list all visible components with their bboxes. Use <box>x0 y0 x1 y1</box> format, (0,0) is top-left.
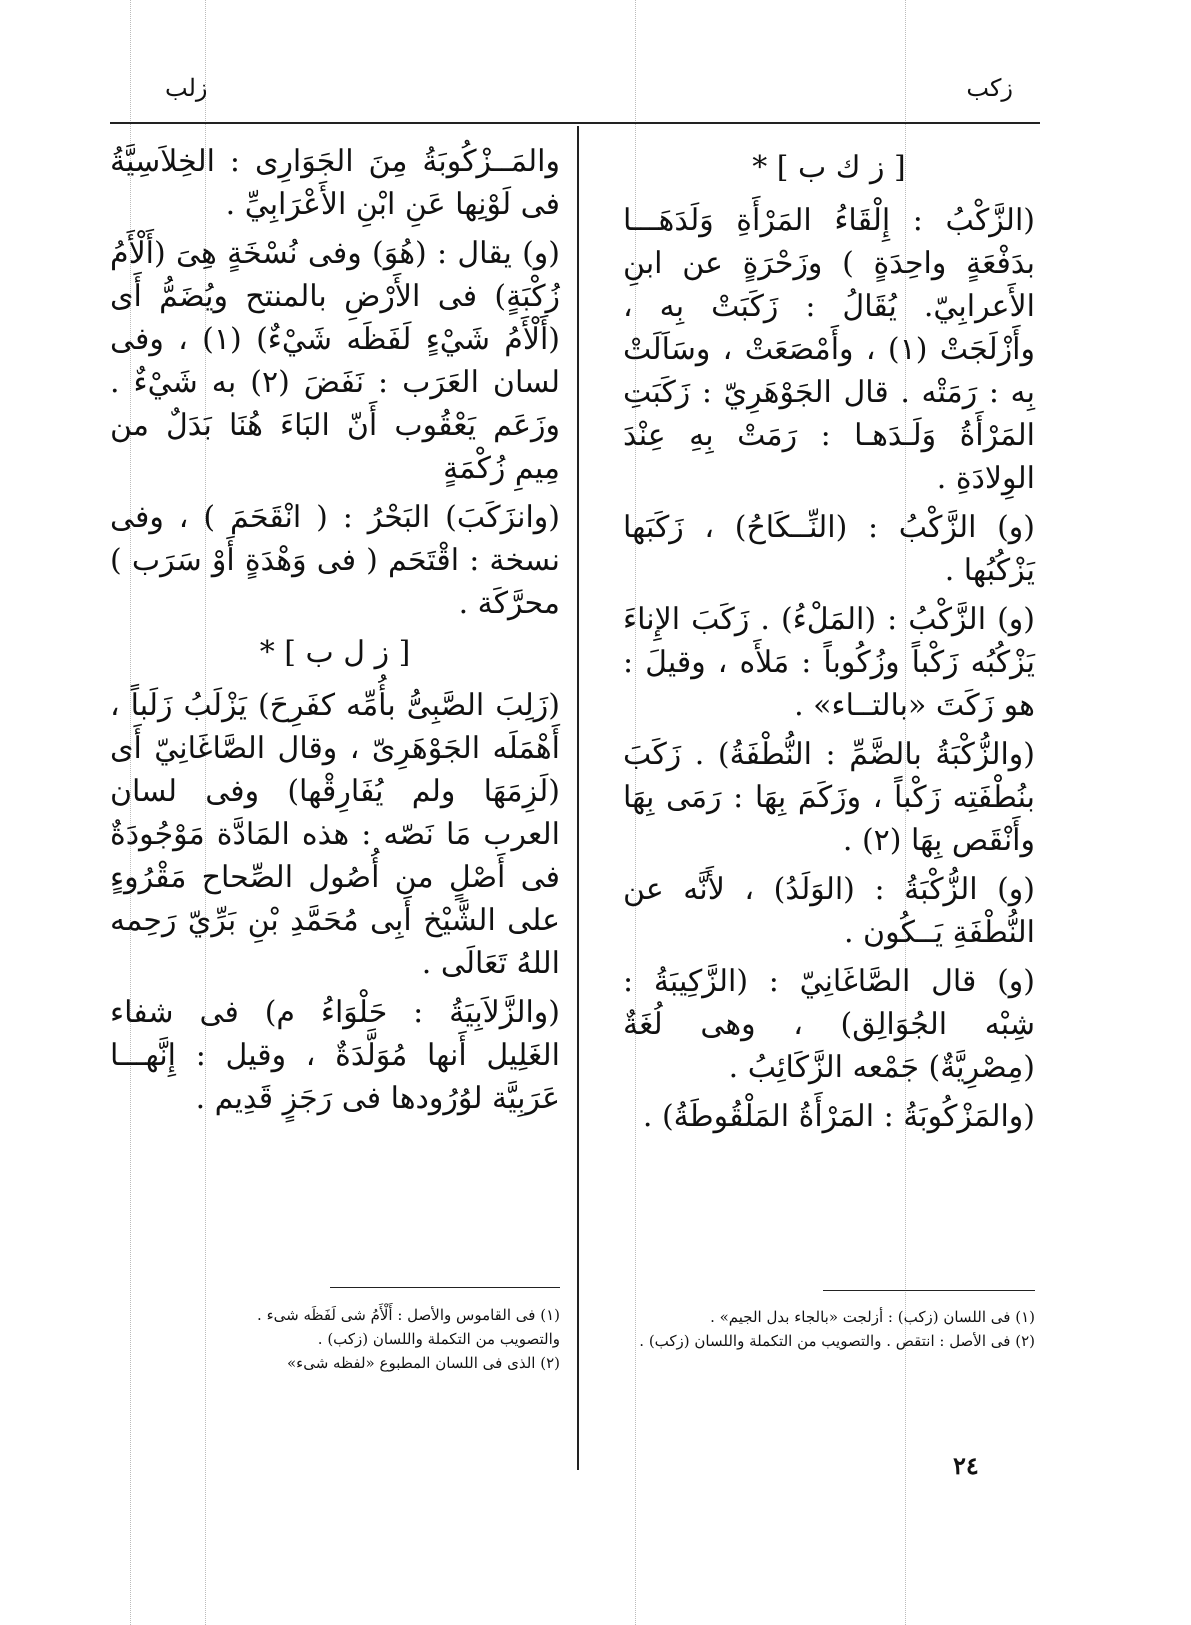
paragraph: (و) الزُّكْبَةُ : (الوَلَدُ) ، لأَنَّه عن النُّطْفَةِ يَــكُون . <box>623 872 1035 950</box>
column-divider <box>577 126 579 1470</box>
footnote: (٢) الذى فى اللسان المطبوع «لفظه شىء» <box>286 1354 560 1372</box>
footnote: (١) فى القاموس والأصل : أَلْأَمُ شى لَفَظَه شىء . <box>257 1306 560 1324</box>
paragraph: (و) الزَّكْبُ : (النِّــكَاحُ) ، زَكَبَها يَزْكُبُها . <box>623 510 1035 588</box>
running-head-right: زكب <box>966 74 1013 102</box>
footnote: والتصويب من التكملة واللسان (زكب) . <box>317 1330 560 1348</box>
paragraph: (وانزَكَبَ) البَحْرُ : ( انْقَحَمَ ) ، وفى نسخة : اقْتَحَم ( فى وَهْدَةٍ أَوْ سَرَب ) محرَّكَة . <box>110 500 560 621</box>
footnote: (٢) فى الأصل : انتقص . والتصويب من التكملة واللسان (زكب) . <box>639 1332 1035 1350</box>
paragraph: (والزَّلاَبِيَةُ : حَلْوَاءُ م) فى شفاء الغَلِيل أَنها مُوَلَّدَةٌ ، وقيل : إِنَّهـــا عَرَبِيَّة لوُرُودها فى رَجَزٍ قَدِيم . <box>110 995 560 1116</box>
running-head-left: زلب <box>165 74 208 102</box>
paragraph: والمَــزْكُوبَةُ مِنَ الجَوَارِى : الخِلاَسِيَّةُ فى لَوْنِها عَنِ ابْنِ الأَعْرَابِيِّ . <box>110 144 560 222</box>
paragraph: (والمَزْكُوبَةُ : المَرْأَةُ المَلْقُوطَةُ) . <box>642 1099 1035 1134</box>
paragraph: (و) يقال : (هُوَ) وفى نُسْخَةٍ هِىَ (أَلْأَمُ زُكْبَةٍ) فى الأَرْضِ بالمنتح ويُضَمُّ أَى (أَلْأَمُ شَيْءٍ لَفَظَه شَيْءٌ) (١) ، وفى لسان العَرَب : نَفَضَ (٢) به شَيْءٌ . وزَعَم يَعْقُوب أَنّ البَاءَ هُنَا بَدَلٌ من مِيمِ زُكْمَةٍ <box>110 236 561 486</box>
paragraph: (زَلِبَ الصَّبِىُّ بأُمِّه كفَرِحَ) يَزْلَبُ زَلَباً ، أَهْمَلَه الجَوْهَرِىّ ، وقال الصَّاغَانِيّ أَى (لَزِمَهَا ولم يُفَارِقْها) وفى لسان العرب مَا نَصّه : هذه المَادَّة مَوْجُودَةٌ فى أَصْلٍ من أُصُول الصِّحاح مَقْرُوءٍ على الشَّيْخ أَبِى مُحَمَّدِ بْنِ بَرِّيّ رَحِمه اللهُ تَعَالَى . <box>110 688 560 981</box>
left-column <box>110 140 560 1126</box>
entry-heading-zkb: [ ز ك ب ] * <box>752 150 906 185</box>
footnote: (١) فى اللسان (زكب) : أزلجت «بالجاء بدل الجيم» . <box>710 1308 1035 1326</box>
header-rule <box>110 122 1040 124</box>
footnote-rule-right <box>823 1290 1035 1291</box>
page-number: ٢٤ <box>953 1451 979 1480</box>
footnotes-left <box>110 1303 560 1375</box>
right-column <box>623 140 1035 1144</box>
paragraph: (و) الزَّكْبُ : (المَلْءُ) . زَكَبَ الإِناءَ يَزْكُبُه زَكْباً وزُكُوباً : مَلأَه ، وقيلَ : هو زَكَتَ «بالتــاء» . <box>623 602 1035 723</box>
paragraph: (الزَّكْبُ : إِلْقَاءُ المَرْأَةِ وَلَدَهَـــا بدَفْعَةٍ واحِدَةٍ ) وزَحْرَةٍ عن ابنِ الأَعرابِيّ. يُقَالُ : زَكَبَتْ بِه ، وأَزْلَجَتْ (١) ، وأَمْصَعَتْ ، وسَاَلَتْ بِه : رَمَتْه . قال الجَوْهَرِيّ : زَكَبَتِ المَرْأَةُ وَلَـدَهـا : رَمَتْ بِهِ عِنْدَ الوِلادَةِ . <box>623 203 1036 496</box>
paragraph: (و) قال الصَّاغَانِيّ : (الزَّكِيبَةُ : شِبْه الجُوَالِق) ، وهى لُغَةٌ (مِصْرِيَّةٌ) جَمْعه الزَّكَائِبُ . <box>623 964 1035 1085</box>
paragraph: (والزُّكْبَةُ بالضَّمِّ : النُّطْفَةُ) . زَكَبَ بنُطْفَتِه زَكْباً ، وزَكَمَ بِهَا : رَمَى بِهَا وأَنْقَص بِهَا (٢) . <box>623 737 1035 858</box>
footnotes-right <box>623 1305 1035 1353</box>
footnote-rule-left <box>330 1287 560 1288</box>
entry-heading-zlb: [ ز ل ب ] * <box>259 635 411 670</box>
